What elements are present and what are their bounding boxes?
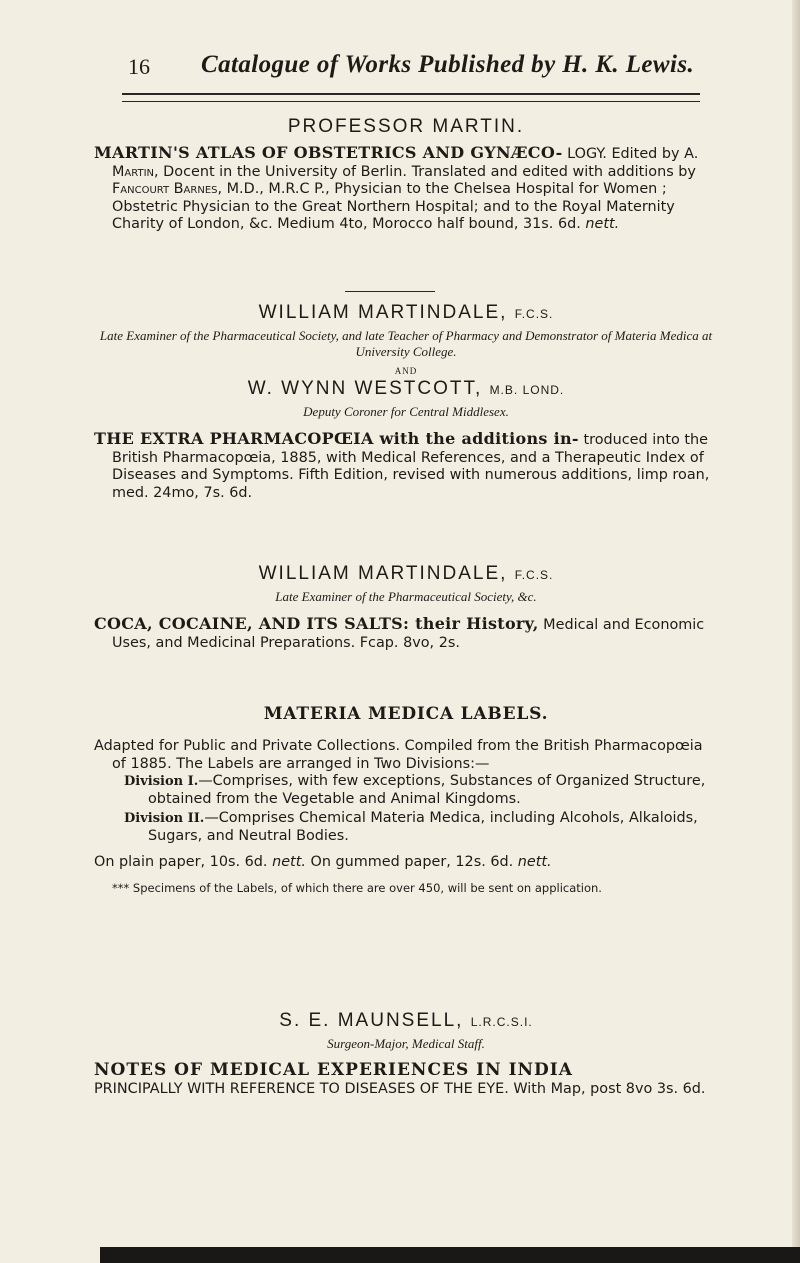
author-credentials: M.B. LOND.: [489, 383, 565, 397]
price-qualifier: nett.: [517, 853, 552, 870]
body-text: , M.D., M.R.C P., Physician to the Chelsea Hospital for Women ; Obstetric Physician to the Great Northern Hospital; and to the Royal Maternity Charity of London, &c. Medium 4to, Morocco half bound, 31s. 6d.: [112, 181, 675, 233]
author-heading: PROFESSOR MARTIN.: [287, 116, 525, 137]
author-description: Late Examiner of the Pharmaceutical Society, &c.: [275, 589, 537, 604]
page-header: [128, 50, 728, 86]
book-title: NOTES OF MEDICAL EXPERIENCES IN INDIA: [94, 1060, 573, 1080]
entry-body: Adapted for Public and Private Collections. Compiled from the British Pharmacopœia of 1885. The Labels are arranged in Two Divisions:—: [94, 738, 703, 772]
division-label: Division II.: [124, 811, 205, 827]
body-text: troduced into the British Pharmacopœia, 1885, with Medical References, and a Therapeutic Index of Diseases and Symptoms. Fifth Edition, revised with numerous additions, limp roan, med. 24mo, 7s. 6d.: [112, 432, 710, 501]
conjunction: AND: [394, 366, 418, 376]
body-text: Medical and Economic Uses, and Medicinal Preparations. Fcap. 8vo, 2s.: [112, 617, 705, 651]
author-heading: [94, 563, 718, 585]
entry-body: [94, 615, 718, 652]
division-text: —Comprises Chemical Materia Medica, including Alcohols, Alkaloids, Sugars, and Neutral Bodies.: [148, 810, 698, 844]
entry-maunsell: [94, 1010, 718, 1098]
entry-extra-pharmacopoeia: [94, 302, 718, 502]
author-heading: [94, 1010, 718, 1032]
author-credentials: F.C.S.: [514, 307, 554, 321]
price-qualifier: nett.: [272, 853, 306, 870]
section-heading: MATERIA MEDICA LABELS.: [263, 704, 549, 724]
price-line: [94, 854, 718, 872]
author-credentials: L.R.C.S.I.: [470, 1015, 533, 1029]
person-name: Fancourt Barnes: [112, 181, 218, 198]
section-divider: [345, 291, 435, 292]
entry-body: [94, 144, 718, 234]
author-name: WILLIAM MARTINDALE,: [258, 563, 508, 584]
book-title: THE EXTRA PHARMACOPŒIA with the additions in-: [94, 429, 579, 448]
body-text: , Docent in the University of Berlin. Translated and edited with additions by: [154, 163, 696, 180]
author-name: WILLIAM MARTINDALE,: [258, 302, 508, 323]
page-edge-bottom: [100, 1247, 800, 1263]
page-edge-right: [792, 0, 800, 1263]
division-label: Division I.: [124, 774, 199, 790]
body-text: PRINCIPALLY WITH REFERENCE TO DISEASES OF THE EYE. With Map, post 8vo 3s. 6d.: [94, 1080, 706, 1097]
price-text: On plain paper, 10s. 6d.: [94, 853, 273, 870]
entry-materia-medica-labels: [94, 704, 718, 895]
entry-body: [94, 430, 718, 502]
book-title: COCA, COCAINE, AND ITS SALTS: their History,: [94, 614, 539, 633]
header-rule: [122, 93, 700, 102]
author-credentials: F.C.S.: [514, 568, 554, 582]
price-text: On gummed paper, 12s. 6d.: [305, 853, 518, 870]
price-qualifier: nett.: [585, 216, 620, 233]
entry-body: [94, 1062, 718, 1098]
author-description: Surgeon-Major, Medical Staff.: [327, 1036, 485, 1051]
book-title: MARTIN'S ATLAS OF OBSTETRICS AND GYNÆCO-: [94, 143, 563, 162]
running-title: Catalogue of Works Published by H. K. Lewis.: [201, 51, 695, 78]
author-description: Late Examiner of the Pharmaceutical Society, and late Teacher of Pharmacy and Demonstrator of Materia Medica at University College.: [99, 328, 713, 359]
footnote: *** Specimens of the Labels, of which there are over 450, will be sent on application.: [112, 881, 602, 896]
author-name: S. E. MAUNSELL,: [279, 1010, 464, 1031]
author-description: Deputy Coroner for Central Middlesex.: [303, 404, 509, 419]
division-item: [94, 773, 718, 808]
page-number: 16: [128, 54, 150, 79]
author-heading: [94, 302, 718, 324]
author-name: W. WYNN WESTCOTT,: [247, 378, 483, 399]
division-text: —Comprises, with few exceptions, Substances of Organized Structure, obtained from the Vegetable and Animal Kingdoms.: [148, 773, 706, 807]
author-heading: [94, 378, 718, 400]
body-text: LOGY. Edited by A.: [567, 146, 699, 162]
person-name: Martin: [112, 163, 155, 180]
division-item: [94, 810, 718, 845]
entry-martin-atlas: [94, 116, 718, 234]
entry-coca: [94, 563, 718, 652]
